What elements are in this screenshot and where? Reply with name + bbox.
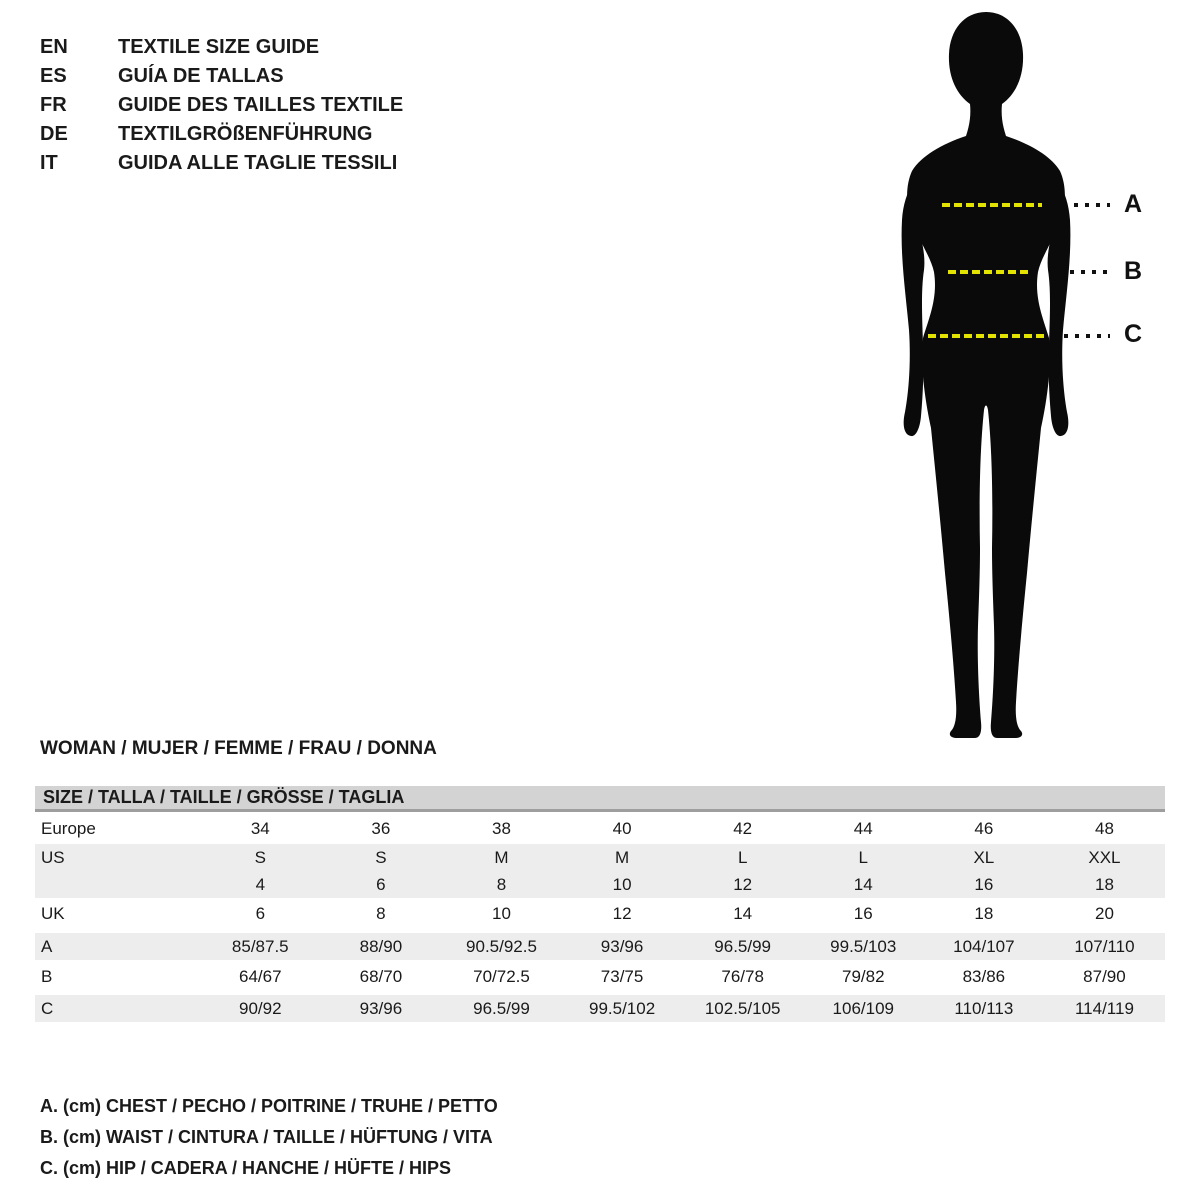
lang-code: ES bbox=[40, 65, 67, 87]
lang-code: EN bbox=[40, 36, 68, 58]
hip-measure-label: C bbox=[1124, 320, 1143, 348]
size-cell: 46 bbox=[974, 819, 994, 838]
size-cell: 42 bbox=[733, 819, 753, 838]
size-cell: XXL bbox=[1088, 848, 1121, 867]
size-cell: 106/109 bbox=[832, 999, 894, 1018]
chest-measure-label: A bbox=[1124, 190, 1143, 218]
size-cell: 20 bbox=[1094, 904, 1114, 923]
silhouette-body-path bbox=[907, 12, 1065, 738]
lang-title: GUÍA DE TALLAS bbox=[118, 65, 284, 87]
size-cell: 68/70 bbox=[359, 967, 403, 986]
size-cell: 44 bbox=[853, 819, 873, 838]
size-cell: 14 bbox=[853, 875, 873, 894]
lang-title: TEXTILE SIZE GUIDE bbox=[118, 36, 320, 58]
size-cell: 73/75 bbox=[600, 967, 644, 986]
size-cell: 10 bbox=[612, 875, 632, 894]
size-cell: S bbox=[375, 848, 387, 867]
size-cell: M bbox=[614, 848, 630, 867]
row-label: US bbox=[41, 848, 65, 867]
size-cell: 99.5/103 bbox=[830, 937, 897, 956]
lang-row-fr bbox=[40, 91, 403, 120]
size-table bbox=[35, 786, 1165, 1022]
size-cell: 8 bbox=[376, 904, 386, 923]
size-cell: S bbox=[254, 848, 266, 867]
measurement-figure bbox=[870, 8, 1200, 738]
size-table-header: SIZE / TALLA / TAILLE / GRÖSSE / TAGLIA bbox=[35, 786, 1165, 812]
size-cell: 36 bbox=[371, 819, 391, 838]
table-row-us bbox=[35, 844, 1165, 871]
table-row-chest-a bbox=[35, 933, 1165, 960]
size-cell: 40 bbox=[612, 819, 632, 838]
lang-row-es bbox=[40, 62, 403, 91]
size-cell: 8 bbox=[496, 875, 507, 894]
row-label: UK bbox=[41, 904, 65, 923]
size-cell: 93/96 bbox=[359, 999, 403, 1018]
lang-title: GUIDA ALLE TAGLIE TESSILI bbox=[118, 152, 398, 174]
size-cell: 14 bbox=[733, 904, 753, 923]
row-label: C bbox=[41, 999, 54, 1018]
size-cell: 4 bbox=[255, 875, 266, 894]
size-cell: 16 bbox=[974, 875, 994, 894]
legend-chest: A. (cm) CHEST / PECHO / POITRINE / TRUHE / PETTO bbox=[40, 1096, 498, 1116]
lang-title: TEXTILGRÖßENFÜHRUNG bbox=[118, 123, 373, 145]
waist-measure-label: B bbox=[1124, 257, 1143, 285]
size-cell: 85/87.5 bbox=[231, 937, 289, 956]
size-cell: 99.5/102 bbox=[588, 999, 656, 1018]
row-label: B bbox=[41, 967, 53, 986]
size-cell: 104/107 bbox=[953, 937, 1015, 956]
section-title-woman: WOMAN / MUJER / FEMME / FRAU / DONNA bbox=[40, 738, 437, 759]
lang-code: IT bbox=[40, 152, 58, 174]
table-row-uk bbox=[35, 900, 1165, 927]
lang-code: FR bbox=[40, 94, 67, 116]
table-row-europe bbox=[35, 815, 1165, 842]
table-row-us-numeric bbox=[35, 871, 1165, 898]
size-cell: 110/113 bbox=[954, 999, 1014, 1018]
size-cell: L bbox=[737, 848, 748, 867]
size-cell: 10 bbox=[492, 904, 511, 923]
legend-waist: B. (cm) WAIST / CINTURA / TAILLE / HÜFTUNG / VITA bbox=[40, 1127, 493, 1147]
size-cell: M bbox=[494, 848, 509, 867]
legend-hip: C. (cm) HIP / CADERA / HANCHE / HÜFTE / HIPS bbox=[40, 1158, 452, 1178]
language-title-block bbox=[40, 33, 403, 178]
size-cell: 107/110 bbox=[1074, 937, 1135, 956]
size-cell: 87/90 bbox=[1083, 967, 1126, 986]
size-cell: 18 bbox=[1094, 875, 1114, 894]
row-label bbox=[35, 871, 200, 898]
size-cell: 102.5/105 bbox=[704, 999, 781, 1018]
size-cell: 93/96 bbox=[600, 937, 644, 956]
size-cell: 90.5/92.5 bbox=[466, 937, 537, 956]
size-cell: 83/86 bbox=[962, 967, 1006, 986]
size-cell: 114/119 bbox=[1074, 999, 1134, 1018]
size-cell: 88/90 bbox=[359, 937, 403, 956]
lang-row-it bbox=[40, 149, 403, 178]
size-cell: 48 bbox=[1094, 819, 1114, 838]
lang-title: GUIDE DES TAILLES TEXTILE bbox=[118, 94, 404, 116]
table-row-hip-c bbox=[35, 995, 1165, 1022]
size-cell: 38 bbox=[492, 819, 511, 838]
size-cell: 16 bbox=[853, 904, 873, 923]
size-cell: 76/78 bbox=[721, 967, 764, 986]
lang-row-de bbox=[40, 120, 403, 149]
table-row-waist-b bbox=[35, 963, 1165, 990]
size-cell: 70/72.5 bbox=[473, 967, 530, 986]
lang-row-en bbox=[40, 33, 403, 62]
size-cell: 96.5/99 bbox=[473, 999, 530, 1018]
row-label: A bbox=[41, 937, 53, 956]
size-cell: 18 bbox=[974, 904, 994, 923]
size-cell: 90/92 bbox=[239, 999, 282, 1018]
size-cell: 6 bbox=[255, 904, 266, 923]
woman-silhouette bbox=[870, 8, 1200, 738]
size-cell: L bbox=[858, 848, 868, 867]
size-cell: XL bbox=[973, 848, 995, 867]
size-cell: 64/67 bbox=[239, 967, 282, 986]
measurement-legend bbox=[40, 1091, 498, 1184]
size-cell: 12 bbox=[612, 904, 632, 923]
size-cell: 34 bbox=[250, 819, 270, 838]
size-cell: 96.5/99 bbox=[714, 937, 772, 956]
row-label: Europe bbox=[41, 819, 96, 838]
size-cell: 12 bbox=[733, 875, 753, 894]
size-cell: 79/82 bbox=[841, 967, 885, 986]
size-cell: 6 bbox=[376, 875, 386, 894]
lang-code: DE bbox=[40, 123, 68, 145]
